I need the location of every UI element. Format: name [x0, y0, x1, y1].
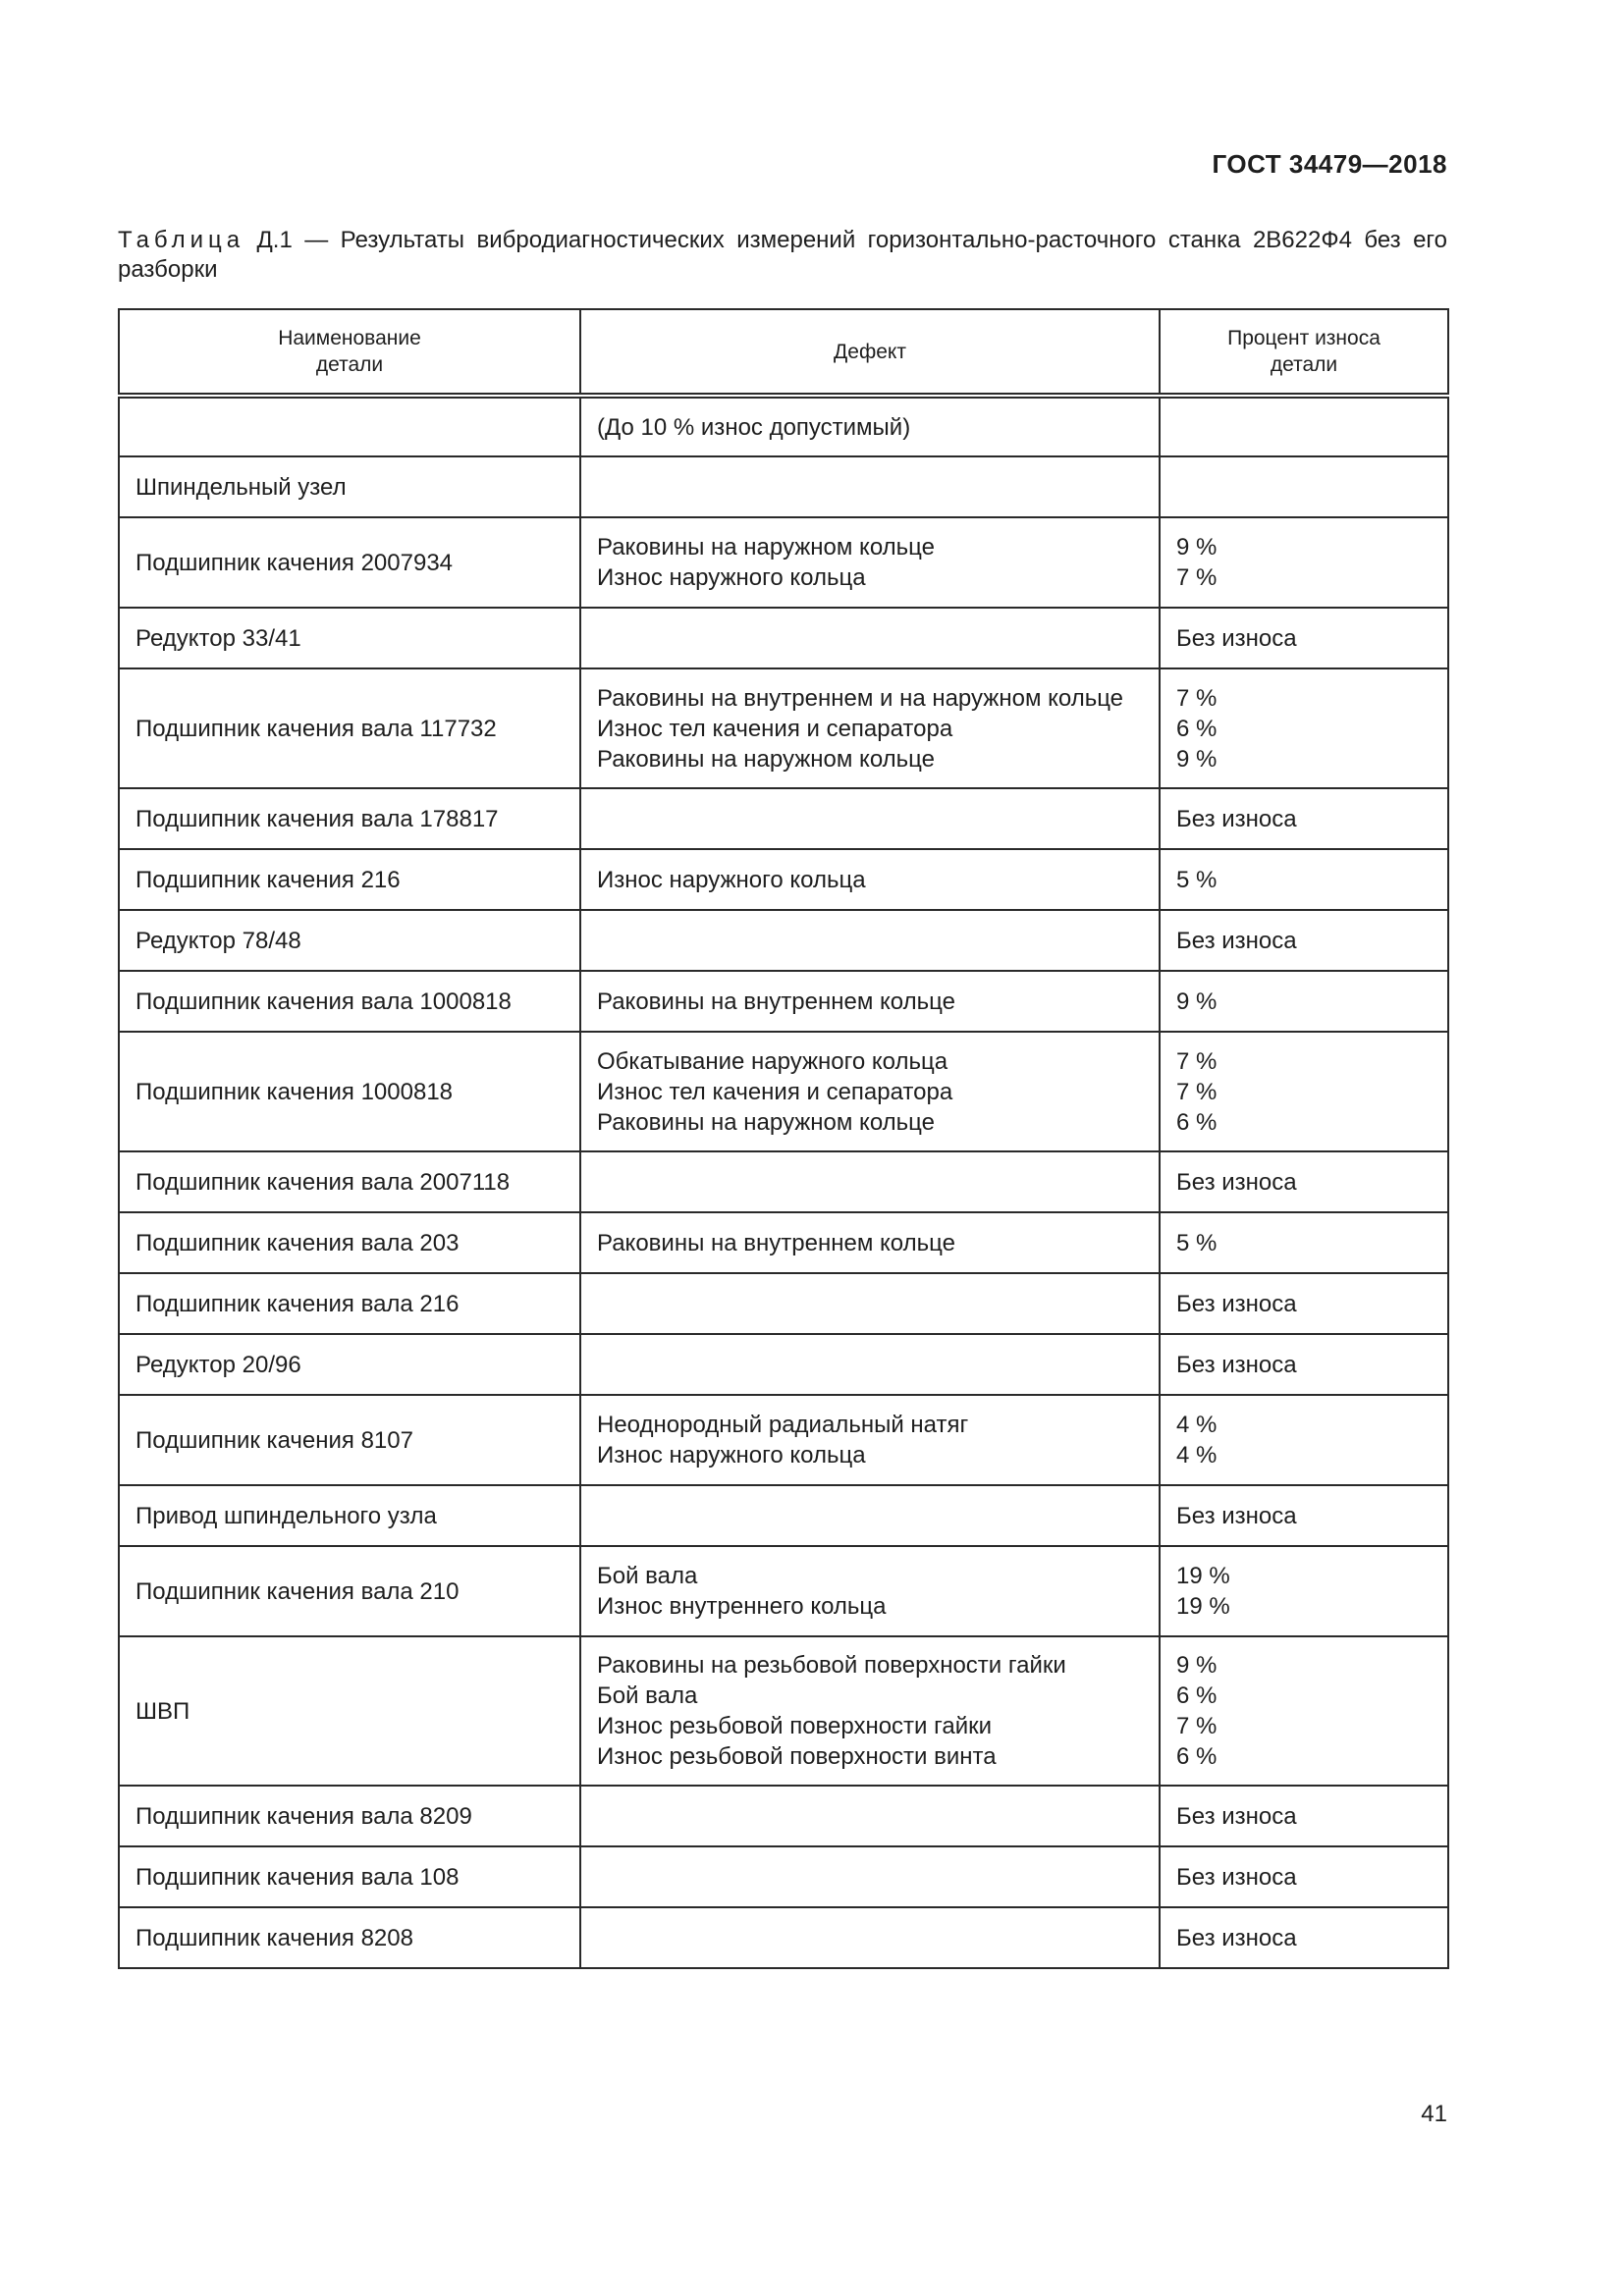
- cell-defect: [580, 910, 1160, 971]
- cell-wear-percent-line: 6 %: [1176, 715, 1218, 742]
- table-row: [119, 1032, 1448, 1151]
- cell-defect: [580, 517, 1160, 608]
- cell-wear-percent-line: 9 %: [1176, 745, 1218, 773]
- cell-defect-line: Износ резьбовой поверхности винта: [597, 1743, 997, 1770]
- cell-wear-percent-line: 19 %: [1176, 1563, 1230, 1589]
- cell-defect: [580, 849, 1160, 910]
- cell-defect-line: Бой вала: [597, 1682, 698, 1709]
- cell-wear-percent: [1160, 608, 1448, 668]
- cell-wear-percent-line: Без износа: [1176, 1502, 1297, 1529]
- cell-wear-percent-line: Без износа: [1176, 1168, 1297, 1196]
- cell-defect: [580, 1846, 1160, 1907]
- cell-wear-percent: [1160, 910, 1448, 971]
- cell-defect: [580, 608, 1160, 668]
- cell-defect-line: Раковины на внутреннем кольце: [597, 1229, 955, 1256]
- cell-wear-percent-line: 6 %: [1176, 1743, 1218, 1770]
- cell-defect-line: Раковины на внутреннем и на наружном кольце: [597, 684, 1124, 712]
- header-wear-percent: Процент износа детали: [1160, 309, 1448, 396]
- table-row: [119, 668, 1448, 788]
- cell-wear-percent-line: 7 %: [1176, 1047, 1218, 1075]
- cell-defect-line: Бой вала: [597, 1563, 698, 1589]
- cell-defect: [580, 1151, 1160, 1212]
- cell-defect-line: Неоднородный радиальный натяг: [597, 1412, 969, 1438]
- cell-wear-percent: [1160, 456, 1448, 517]
- cell-part-name: Подшипник качения 1000818: [119, 1032, 580, 1151]
- header-defect: Дефект: [580, 309, 1160, 396]
- table-row: [119, 1636, 1448, 1786]
- caption-label: Таблица: [118, 227, 245, 253]
- cell-defect-line: (До 10 % износ допустимый): [597, 413, 911, 441]
- cell-wear-percent-line: Без износа: [1176, 1351, 1297, 1378]
- cell-part-name: Подшипник качения 2007934: [119, 517, 580, 608]
- table-row: [119, 608, 1448, 668]
- results-table: [118, 308, 1449, 1969]
- cell-wear-percent-line: Без износа: [1176, 1863, 1297, 1891]
- table-row: [119, 396, 1448, 456]
- table-row: [119, 849, 1448, 910]
- cell-wear-percent: [1160, 1151, 1448, 1212]
- cell-defect: [580, 1786, 1160, 1846]
- cell-defect: [580, 456, 1160, 517]
- cell-defect: [580, 396, 1160, 456]
- cell-defect: [580, 1485, 1160, 1546]
- cell-wear-percent-line: 9 %: [1176, 1652, 1218, 1679]
- cell-part-name: [119, 396, 580, 456]
- table-row: [119, 1786, 1448, 1846]
- cell-wear-percent: [1160, 396, 1448, 456]
- cell-wear-percent: [1160, 1273, 1448, 1334]
- cell-defect-line: Раковины на резьбовой поверхности гайки: [597, 1652, 1066, 1679]
- cell-wear-percent: [1160, 1907, 1448, 1968]
- table-row: [119, 1846, 1448, 1907]
- cell-wear-percent-line: 4 %: [1176, 1412, 1218, 1438]
- table-row: [119, 1212, 1448, 1273]
- cell-part-name: Подшипник качения 216: [119, 849, 580, 910]
- cell-part-name: Подшипник качения вала 203: [119, 1212, 580, 1273]
- cell-wear-percent: [1160, 1395, 1448, 1485]
- table-body: [119, 396, 1448, 1968]
- cell-part-name: ШВП: [119, 1636, 580, 1786]
- cell-defect: [580, 1636, 1160, 1786]
- cell-part-name: Подшипник качения 8208: [119, 1907, 580, 1968]
- cell-wear-percent-line: 6 %: [1176, 1108, 1218, 1136]
- table-row: [119, 1334, 1448, 1395]
- cell-defect-line: Износ тел качения и сепаратора: [597, 715, 953, 742]
- cell-wear-percent-line: 7 %: [1176, 1078, 1218, 1105]
- cell-defect-line: Раковины на наружном кольце: [597, 534, 935, 561]
- cell-part-name: Редуктор 78/48: [119, 910, 580, 971]
- cell-wear-percent: [1160, 1546, 1448, 1636]
- cell-wear-percent-line: Без износа: [1176, 1290, 1297, 1317]
- cell-defect-line: Раковины на наружном кольце: [597, 745, 935, 773]
- table-row: [119, 788, 1448, 849]
- table-row: [119, 1907, 1448, 1968]
- cell-wear-percent: [1160, 1786, 1448, 1846]
- cell-wear-percent: [1160, 788, 1448, 849]
- cell-wear-percent: [1160, 1636, 1448, 1786]
- caption-text: Д.1 — Результаты вибродиагностических измерений горизонтально-расточного станка 2В622Ф4 без его разборки: [118, 227, 1447, 283]
- cell-part-name: Подшипник качения 8107: [119, 1395, 580, 1485]
- cell-wear-percent-line: 5 %: [1176, 866, 1218, 893]
- cell-defect: [580, 1212, 1160, 1273]
- cell-wear-percent: [1160, 849, 1448, 910]
- table-row: [119, 1151, 1448, 1212]
- table-row: [119, 1546, 1448, 1636]
- table-caption: [118, 226, 1447, 285]
- cell-part-name: Подшипник качения вала 2007118: [119, 1151, 580, 1212]
- cell-defect-line: Износ тел качения и сепаратора: [597, 1078, 953, 1105]
- page-number: 41: [1421, 2101, 1447, 2127]
- cell-wear-percent: [1160, 1846, 1448, 1907]
- cell-defect: [580, 668, 1160, 788]
- cell-defect: [580, 1907, 1160, 1968]
- cell-defect-line: Износ внутреннего кольца: [597, 1593, 887, 1620]
- table-header-row: [119, 309, 1448, 396]
- header-part-name: Наименование детали: [119, 309, 580, 396]
- cell-wear-percent: [1160, 971, 1448, 1032]
- cell-defect: [580, 1273, 1160, 1334]
- cell-part-name: Редуктор 20/96: [119, 1334, 580, 1395]
- cell-part-name: Подшипник качения вала 8209: [119, 1786, 580, 1846]
- cell-part-name: Подшипник качения вала 1000818: [119, 971, 580, 1032]
- cell-defect: [580, 971, 1160, 1032]
- cell-defect-line: Износ наружного кольца: [597, 564, 866, 591]
- cell-wear-percent: [1160, 1334, 1448, 1395]
- cell-defect: [580, 1334, 1160, 1395]
- cell-wear-percent-line: 19 %: [1176, 1593, 1230, 1620]
- cell-wear-percent-line: Без износа: [1176, 624, 1297, 652]
- cell-wear-percent-line: Без износа: [1176, 1802, 1297, 1830]
- cell-defect-line: Раковины на внутреннем кольце: [597, 988, 955, 1015]
- cell-part-name: Подшипник качения вала 216: [119, 1273, 580, 1334]
- cell-wear-percent-line: 7 %: [1176, 684, 1218, 712]
- cell-part-name: Подшипник качения вала 178817: [119, 788, 580, 849]
- cell-wear-percent: [1160, 1032, 1448, 1151]
- table-row: [119, 1395, 1448, 1485]
- cell-wear-percent: [1160, 517, 1448, 608]
- cell-wear-percent: [1160, 668, 1448, 788]
- cell-part-name: Подшипник качения вала 210: [119, 1546, 580, 1636]
- cell-part-name: Шпиндельный узел: [119, 456, 580, 517]
- cell-wear-percent-line: Без износа: [1176, 805, 1297, 832]
- table-row: [119, 1273, 1448, 1334]
- cell-part-name: Привод шпиндельного узла: [119, 1485, 580, 1546]
- cell-defect-line: Износ наружного кольца: [597, 866, 866, 893]
- table-row: [119, 1485, 1448, 1546]
- cell-defect-line: Износ наружного кольца: [597, 1442, 866, 1468]
- cell-wear-percent-line: 6 %: [1176, 1682, 1218, 1709]
- table-row: [119, 517, 1448, 608]
- table-row: [119, 910, 1448, 971]
- cell-wear-percent-line: 5 %: [1176, 1229, 1218, 1256]
- cell-wear-percent-line: 7 %: [1176, 1713, 1218, 1739]
- cell-part-name: Подшипник качения вала 108: [119, 1846, 580, 1907]
- cell-defect: [580, 1032, 1160, 1151]
- cell-wear-percent-line: 4 %: [1176, 1442, 1218, 1468]
- cell-defect-line: Обкатывание наружного кольца: [597, 1047, 948, 1075]
- cell-wear-percent-line: 7 %: [1176, 564, 1218, 591]
- cell-wear-percent-line: Без износа: [1176, 927, 1297, 954]
- table-row: [119, 971, 1448, 1032]
- cell-defect-line: Износ резьбовой поверхности гайки: [597, 1713, 992, 1739]
- cell-defect-line: Раковины на наружном кольце: [597, 1108, 935, 1136]
- cell-part-name: Редуктор 33/41: [119, 608, 580, 668]
- cell-wear-percent-line: 9 %: [1176, 534, 1218, 561]
- cell-wear-percent-line: Без износа: [1176, 1924, 1297, 1951]
- cell-wear-percent-line: 9 %: [1176, 988, 1218, 1015]
- table-row: [119, 456, 1448, 517]
- cell-part-name: Подшипник качения вала 117732: [119, 668, 580, 788]
- cell-defect: [580, 1546, 1160, 1636]
- cell-defect: [580, 788, 1160, 849]
- cell-wear-percent: [1160, 1485, 1448, 1546]
- cell-defect: [580, 1395, 1160, 1485]
- cell-wear-percent: [1160, 1212, 1448, 1273]
- document-id: ГОСТ 34479—2018: [1212, 149, 1447, 179]
